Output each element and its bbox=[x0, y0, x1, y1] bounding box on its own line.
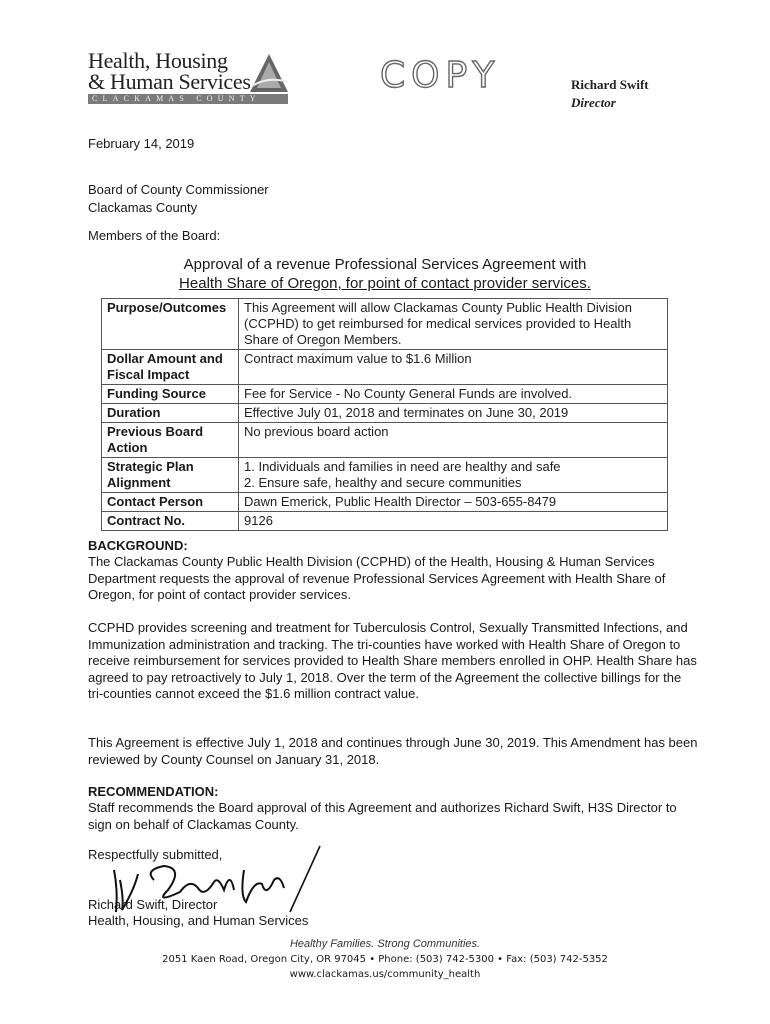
letter-date: February 14, 2019 bbox=[88, 136, 195, 151]
recommendation-heading: RECOMMENDATION: bbox=[88, 784, 219, 799]
footer-tagline: Healthy Families. Strong Communities. bbox=[289, 938, 481, 950]
director-title: Director bbox=[571, 95, 616, 110]
background-paragraph-2: CCPHD provides screening and treatment for Tuberculosis Control, Sexually Transmitted Infections, and Immunization administration and tracking. The tri-counties have worked with Health Share of Oregon to receive reimbursement for services provided to Health Share members enrolled in OHP. Health Share has agreed to pay retroactively to July 1, 2018. Over the term of the Agreement the collective billings for the tri-counties cannot exceed the $1.6 million contract value. bbox=[88, 620, 697, 701]
addressee-line-1: Board of County Commissioner bbox=[88, 182, 269, 197]
signer-name: Richard Swift, Director bbox=[88, 897, 218, 912]
row-label: Duration bbox=[102, 404, 239, 423]
row-label: Purpose/Outcomes bbox=[102, 299, 239, 350]
background-heading: BACKGROUND: bbox=[88, 538, 188, 553]
table-row bbox=[102, 404, 668, 423]
alignment-item-1: 1. Individuals and families in need are healthy and safe bbox=[244, 459, 561, 474]
subject-line-2: Health Share of Oregon, for point of contact provider services. bbox=[179, 275, 591, 292]
subject-line-1: Approval of a revenue Professional Services Agreement with bbox=[183, 256, 587, 273]
row-label: Funding Source bbox=[102, 385, 239, 404]
director-block bbox=[571, 76, 649, 112]
department-logo bbox=[88, 50, 303, 106]
salutation: Members of the Board: bbox=[88, 228, 221, 243]
table-row bbox=[102, 299, 668, 350]
alignment-item-2: 2. Ensure safe, healthy and secure communities bbox=[244, 475, 522, 490]
row-label: Dollar Amount and Fiscal Impact bbox=[102, 350, 239, 385]
table-row bbox=[102, 385, 668, 404]
table-row bbox=[102, 350, 668, 385]
logo-county-bar: CLACKAMAS COUNTY bbox=[88, 94, 288, 104]
row-label: Contact Person bbox=[102, 493, 239, 512]
table-row bbox=[102, 458, 668, 493]
footer-website: www.clackamas.us/community_health bbox=[289, 969, 481, 980]
summary-table bbox=[101, 298, 668, 531]
addressee-line-2: Clackamas County bbox=[88, 200, 198, 215]
row-value: Dawn Emerick, Public Health Director – 503-655-8479 bbox=[239, 493, 668, 512]
row-value: Effective July 01, 2018 and terminates on June 30, 2019 bbox=[239, 404, 668, 423]
row-value bbox=[239, 458, 668, 493]
row-value: This Agreement will allow Clackamas County Public Health Division (CCPHD) to get reimbursed for medical services provided to Health Share of Oregon Members. bbox=[239, 299, 668, 350]
row-value: Fee for Service - No County General Funds are involved. bbox=[239, 385, 668, 404]
row-label: Previous Board Action bbox=[102, 423, 239, 458]
row-value: 9126 bbox=[239, 512, 668, 531]
logo-line-2: & Human Services bbox=[88, 69, 251, 94]
background-paragraph-3: This Agreement is effective July 1, 2018 and continues through June 30, 2019. This Amendment has been reviewed by County Counsel on January 31, 2018. bbox=[88, 735, 698, 767]
table-row bbox=[102, 493, 668, 512]
subject-heading bbox=[0, 255, 770, 293]
table-row bbox=[102, 512, 668, 531]
background-paragraph-1: The Clackamas County Public Health Division (CCPHD) of the Health, Housing & Human Services Department requests the approval of revenue Professional Services Agreement with Health Share of Oregon, for point of contact provider services. bbox=[88, 554, 666, 602]
logo-mountain-icon bbox=[248, 52, 290, 94]
signer-department: Health, Housing, and Human Services bbox=[88, 913, 309, 928]
copy-stamp: COPY bbox=[380, 55, 501, 96]
closing-line: Respectfully submitted, bbox=[88, 847, 223, 862]
row-value: No previous board action bbox=[239, 423, 668, 458]
row-label: Strategic Plan Alignment bbox=[102, 458, 239, 493]
row-value: Contract maximum value to $1.6 Million bbox=[239, 350, 668, 385]
row-label: Contract No. bbox=[102, 512, 239, 531]
logo-line-1: Health, Housing bbox=[88, 48, 228, 73]
table-row bbox=[102, 423, 668, 458]
director-name: Richard Swift bbox=[571, 77, 649, 92]
footer-address: 2051 Kaen Road, Oregon City, OR 97045 • Phone: (503) 742-5300 • Fax: (503) 742-5352 bbox=[162, 954, 608, 965]
recommendation-text: Staff recommends the Board approval of this Agreement and authorizes Richard Swift, H3S Director to sign on behalf of Clackamas County. bbox=[88, 800, 677, 832]
